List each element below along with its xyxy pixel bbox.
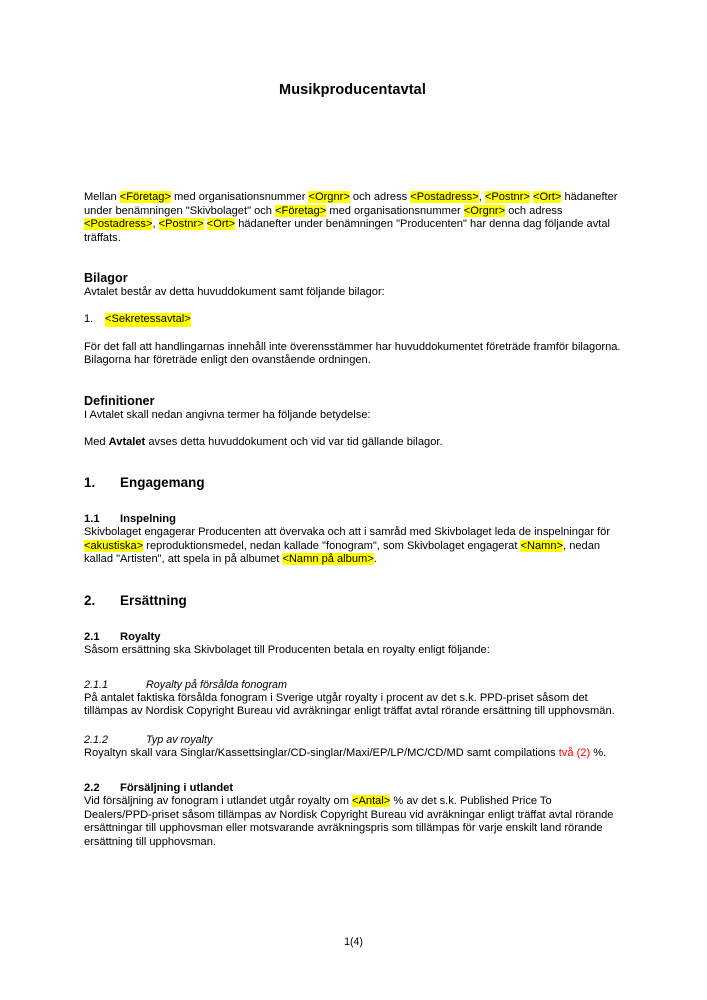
s212-text-2: %. [590,746,607,759]
intro-text-9: , [152,218,159,231]
spacer-before-bilagor [84,245,621,271]
field-sekretessavtal[interactable]: <Sekretessavtal> [105,313,191,326]
heading-section-2-1-2 [84,733,621,747]
section-1-1-number: 1.1 [84,513,100,526]
definition-prefix: Med [84,436,109,449]
spacer-definitioner-body [84,422,621,436]
section-2-2-number: 2.2 [84,782,100,795]
field-postnr-1[interactable]: <Postnr> [484,191,530,204]
s11-text-2: reproduktionsmedel, nedan kallade "fonogram", som Skivbolaget engagerat [143,539,521,552]
spacer-section1-sub [84,491,621,512]
list-item [84,313,621,326]
intro-text-3: och adress [349,191,411,204]
spacer-bilagor-list [84,299,621,313]
section-2-1-1-body: På antalet faktiska försålda fonogram i Sverige utgår royalty i procent av det s.k. PPD-priset såsom det tillämpas av Nordisk Copyright Bureau vid avräkningar enligt träffat avtal rörande ersättning till upphovsmän. [84,692,615,718]
definition-suffix: avses detta huvuddokument och vid var tid gällande bilagor. [145,436,443,449]
field-postadress-2[interactable]: <Postadress> [84,218,153,231]
definitioner-lead: I Avtalet skall nedan angivna termer ha följande betydelse: [84,408,371,421]
field-ort-1[interactable]: <Ort> [533,191,562,204]
list-item-number: 1. [84,313,94,326]
document-body [84,0,621,849]
definition-term: Avtalet [108,436,146,449]
field-ort-2[interactable]: <Ort> [206,218,236,231]
field-orgnr-2[interactable]: <Orgnr> [463,204,506,217]
heading-bilagor: Bilagor [84,271,128,286]
field-foretag-2[interactable]: <Företag> [275,204,327,217]
section-1-title: Engagemang [120,475,205,491]
spacer-211 [84,657,621,678]
field-foretag-1[interactable]: <Företag> [119,191,171,204]
royalty-percent-value: två (2) [558,746,591,759]
spacer-bilagor-note [84,327,621,341]
heading-section-2-1 [84,630,621,644]
intro-text-11: hädanefter under benämningen "Producenten" har denna dag följande avtal träffats. [84,218,610,244]
section-2-1-2-body [84,747,621,760]
section-2-1-2-title: Typ av royalty [146,733,213,746]
section-2-1-1-number: 2.1.1 [84,679,109,692]
bilagor-note: För det fall att handlingarnas innehåll inte överensstämmer har huvuddokumentet företräde framför bilagorna. Bilagorna har företräde enligt den ovanstående ordningen. [84,340,621,367]
spacer-212 [84,719,621,733]
field-akustiska[interactable]: <akustiska> [84,539,144,552]
section-2-1-1-title: Royalty på försålda fonogram [146,679,288,692]
heading-section-2-1-1 [84,678,621,692]
section-1-1-title: Inspelning [120,513,176,526]
intro-text-2: med organisationsnummer [170,191,309,204]
s212-text-1: Royaltyn skall vara Singlar/Kassettsinglar/CD-singlar/Maxi/EP/LP/MC/CD/MD samt compilations [84,746,559,759]
field-namn-artist[interactable]: <Namn> [520,539,564,552]
field-antal[interactable]: <Antal> [352,795,391,808]
heading-definitioner: Definitioner [84,393,155,408]
intro-text-8: och adress [505,204,563,217]
heading-section-2 [84,593,621,609]
intro-paragraph [84,191,621,245]
section-1-number: 1. [84,475,96,491]
heading-section-1 [84,475,621,491]
field-namn-pa-album[interactable]: <Namn på album> [282,553,374,566]
section-2-number: 2. [84,592,96,608]
section-2-1-title: Royalty [120,630,161,643]
spacer-before-definitioner [84,368,621,394]
field-postadress-1[interactable]: <Postadress> [410,191,479,204]
s22-text-1: Vid försäljning av fonogram i utlandet utgår royalty om [84,795,353,808]
s11-text-3: , nedan kallad "Artisten", att spela in på albumet [84,539,601,566]
field-postnr-2[interactable]: <Postnr> [158,218,204,231]
bilagor-lead: Avtalet består av detta huvuddokument samt följande bilagor: [84,286,385,299]
spacer-before-22 [84,760,621,781]
intro-text-1: Mellan [84,191,120,204]
section-2-title: Ersättning [120,592,187,608]
spacer-section2-sub [84,609,621,630]
spacer-before-section1 [84,449,621,475]
section-1-1-body [84,526,621,566]
definition-avtalet [84,436,621,449]
title-spacer [84,99,621,191]
intro-text-7: med organisationsnummer [326,204,464,217]
s22-text-2: % av det s.k. Published Price To Dealers/PPD-priset såsom tillämpas av Nordisk Copyright Bureau vid avräkningar enligt träffat avtal rörande ersättningar till upphovsman eller motsvarande avräkningspris som tillämpas för varje enskilt land rörande ersättning till upphovsman. [84,795,614,848]
section-2-1-2-number: 2.1.2 [84,733,109,746]
section-2-2-body [84,795,621,849]
intro-text-6: hädanefter under benämningen "Skivbolaget" och [84,191,618,217]
s11-text-1: Skivbolaget engagerar Producenten att övervaka och att i samråd med Skivbolaget leda de inspelningar för [84,526,611,539]
spacer-before-section2 [84,567,621,593]
section-2-1-lead: Såsom ersättning ska Skivbolaget till Producenten betala en royalty enligt följande: [84,643,490,656]
heading-section-2-2 [84,781,621,795]
field-orgnr-1[interactable]: <Orgnr> [308,191,350,204]
section-2-1-number: 2.1 [84,630,100,643]
page-title: Musikproducentavtal [279,82,426,98]
intro-text-4: , [478,191,485,204]
s11-text-4: . [373,553,377,566]
section-2-2-title: Försäljning i utlandet [120,782,234,795]
page-footer: 1(4) [344,936,363,948]
heading-section-1-1 [84,512,621,526]
